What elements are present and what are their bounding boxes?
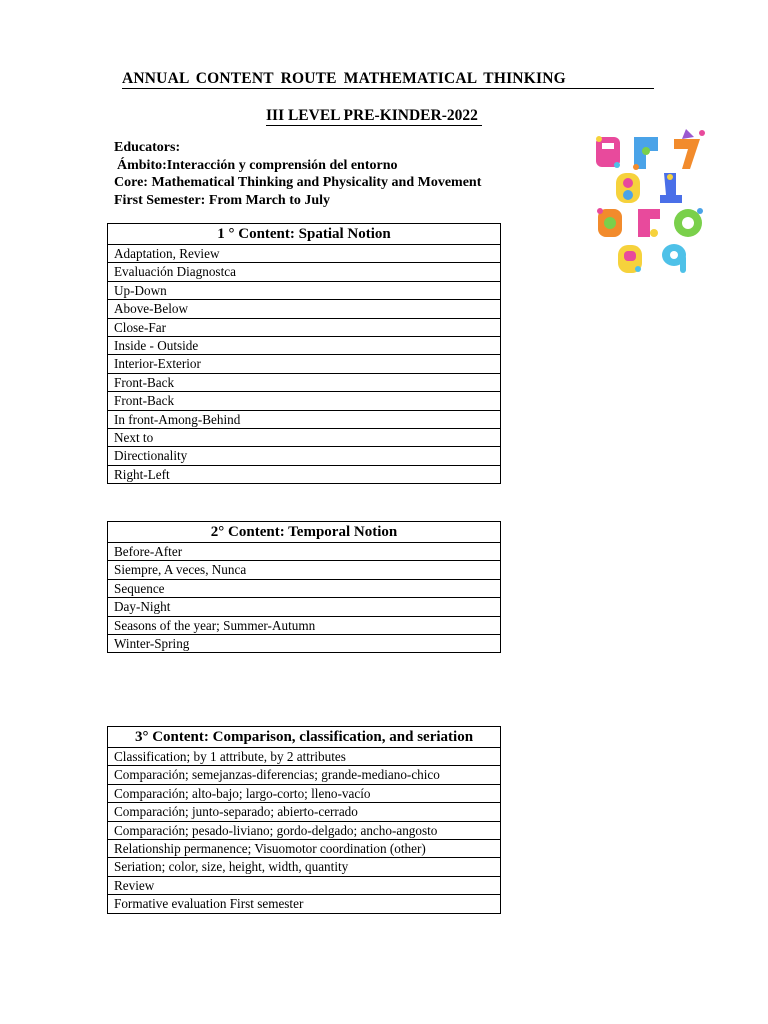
table-row (108, 318, 501, 336)
colorful-numbers-clipart-icon (590, 127, 715, 277)
table-row (108, 895, 501, 913)
table-row (108, 821, 501, 839)
spatial-notion-table (107, 223, 501, 484)
table-row (108, 598, 501, 616)
number-clipart-4 (616, 173, 640, 203)
table-cell: Right-Left (108, 465, 501, 483)
table-cell: Comparación; semejanzas-diferencias; grande-mediano-chico (108, 766, 501, 784)
table-row (108, 392, 501, 410)
table-cell: Evaluación Diagnostca (108, 263, 501, 281)
table-row (108, 635, 501, 653)
table-row (108, 579, 501, 597)
table-cell: Above-Below (108, 300, 501, 318)
table-cell: Adaptation, Review (108, 245, 501, 263)
table-cell: Review (108, 876, 501, 894)
table-row (108, 465, 501, 483)
table-cell: Directionality (108, 447, 501, 465)
semester-line: First Semester: From March to July (114, 192, 331, 208)
table-header: 1 ° Content: Spatial Notion (108, 224, 501, 245)
number-clipart-3 (674, 129, 705, 169)
table-row (108, 373, 501, 391)
table-cell: Comparación; alto-bajo; largo-corto; lleno-vacío (108, 784, 501, 802)
table-cell: Up-Down (108, 281, 501, 299)
number-clipart-9 (618, 245, 642, 273)
table-row (108, 410, 501, 428)
table-cell: Formative evaluation First semester (108, 895, 501, 913)
table-row (108, 858, 501, 876)
table-cell: Seasons of the year; Summer-Autumn (108, 616, 501, 634)
table-row (108, 337, 501, 355)
table-row (108, 748, 501, 766)
table-cell: Before-After (108, 543, 501, 561)
table-cell: Comparación; pesado-liviano; gordo-delgado; ancho-angosto (108, 821, 501, 839)
educators-label: Educators: (114, 140, 181, 155)
number-clipart-8 (674, 208, 703, 237)
table-row (108, 355, 501, 373)
number-clipart-7 (638, 209, 660, 237)
number-clipart-10 (662, 244, 686, 273)
table-cell: Classification; by 1 attribute, by 2 attributes (108, 748, 501, 766)
core-line: Core: Mathematical Thinking and Physicality and Movement (114, 175, 482, 190)
table-cell: Winter-Spring (108, 635, 501, 653)
table-row (108, 429, 501, 447)
temporal-notion-table (107, 521, 501, 653)
ambito-line: Ámbito:Interacción y comprensión del entorno (117, 157, 398, 173)
table-row (108, 803, 501, 821)
document-title: ANNUAL CONTENT ROUTE MATHEMATICAL THINKING (122, 70, 654, 89)
table-cell: Front-Back (108, 392, 501, 410)
table-cell: Seriation; color, size, height, width, quantity (108, 858, 501, 876)
table-row (108, 281, 501, 299)
table-header: 3° Content: Comparison, classification, and seriation (108, 727, 501, 748)
number-clipart-6 (597, 208, 622, 237)
number-clipart-2 (633, 137, 658, 170)
table-cell: Siempre, A veces, Nunca (108, 561, 501, 579)
table-row (108, 245, 501, 263)
table-cell: Day-Night (108, 598, 501, 616)
table-cell: Front-Back (108, 373, 501, 391)
table-header: 2° Content: Temporal Notion (108, 522, 501, 543)
table-row (108, 263, 501, 281)
number-clipart-5 (660, 173, 682, 203)
table-row (108, 766, 501, 784)
table-cell: Next to (108, 429, 501, 447)
table-row (108, 616, 501, 634)
comparison-classification-table (107, 726, 501, 914)
document-subtitle: III LEVEL PRE-KINDER-2022 (266, 107, 482, 126)
table-cell: Sequence (108, 579, 501, 597)
table-row (108, 543, 501, 561)
table-row (108, 840, 501, 858)
table-cell: Comparación; junto-separado; abierto-cerrado (108, 803, 501, 821)
table-row (108, 876, 501, 894)
table-cell: In front-Among-Behind (108, 410, 501, 428)
table-cell: Inside - Outside (108, 337, 501, 355)
info-block (114, 139, 481, 209)
table-row (108, 561, 501, 579)
table-cell: Interior-Exterior (108, 355, 501, 373)
table-cell: Close-Far (108, 318, 501, 336)
table-cell: Relationship permanence; Visuomotor coordination (other) (108, 840, 501, 858)
table-row (108, 784, 501, 802)
table-row (108, 300, 501, 318)
number-clipart-1 (596, 136, 620, 168)
table-row (108, 447, 501, 465)
